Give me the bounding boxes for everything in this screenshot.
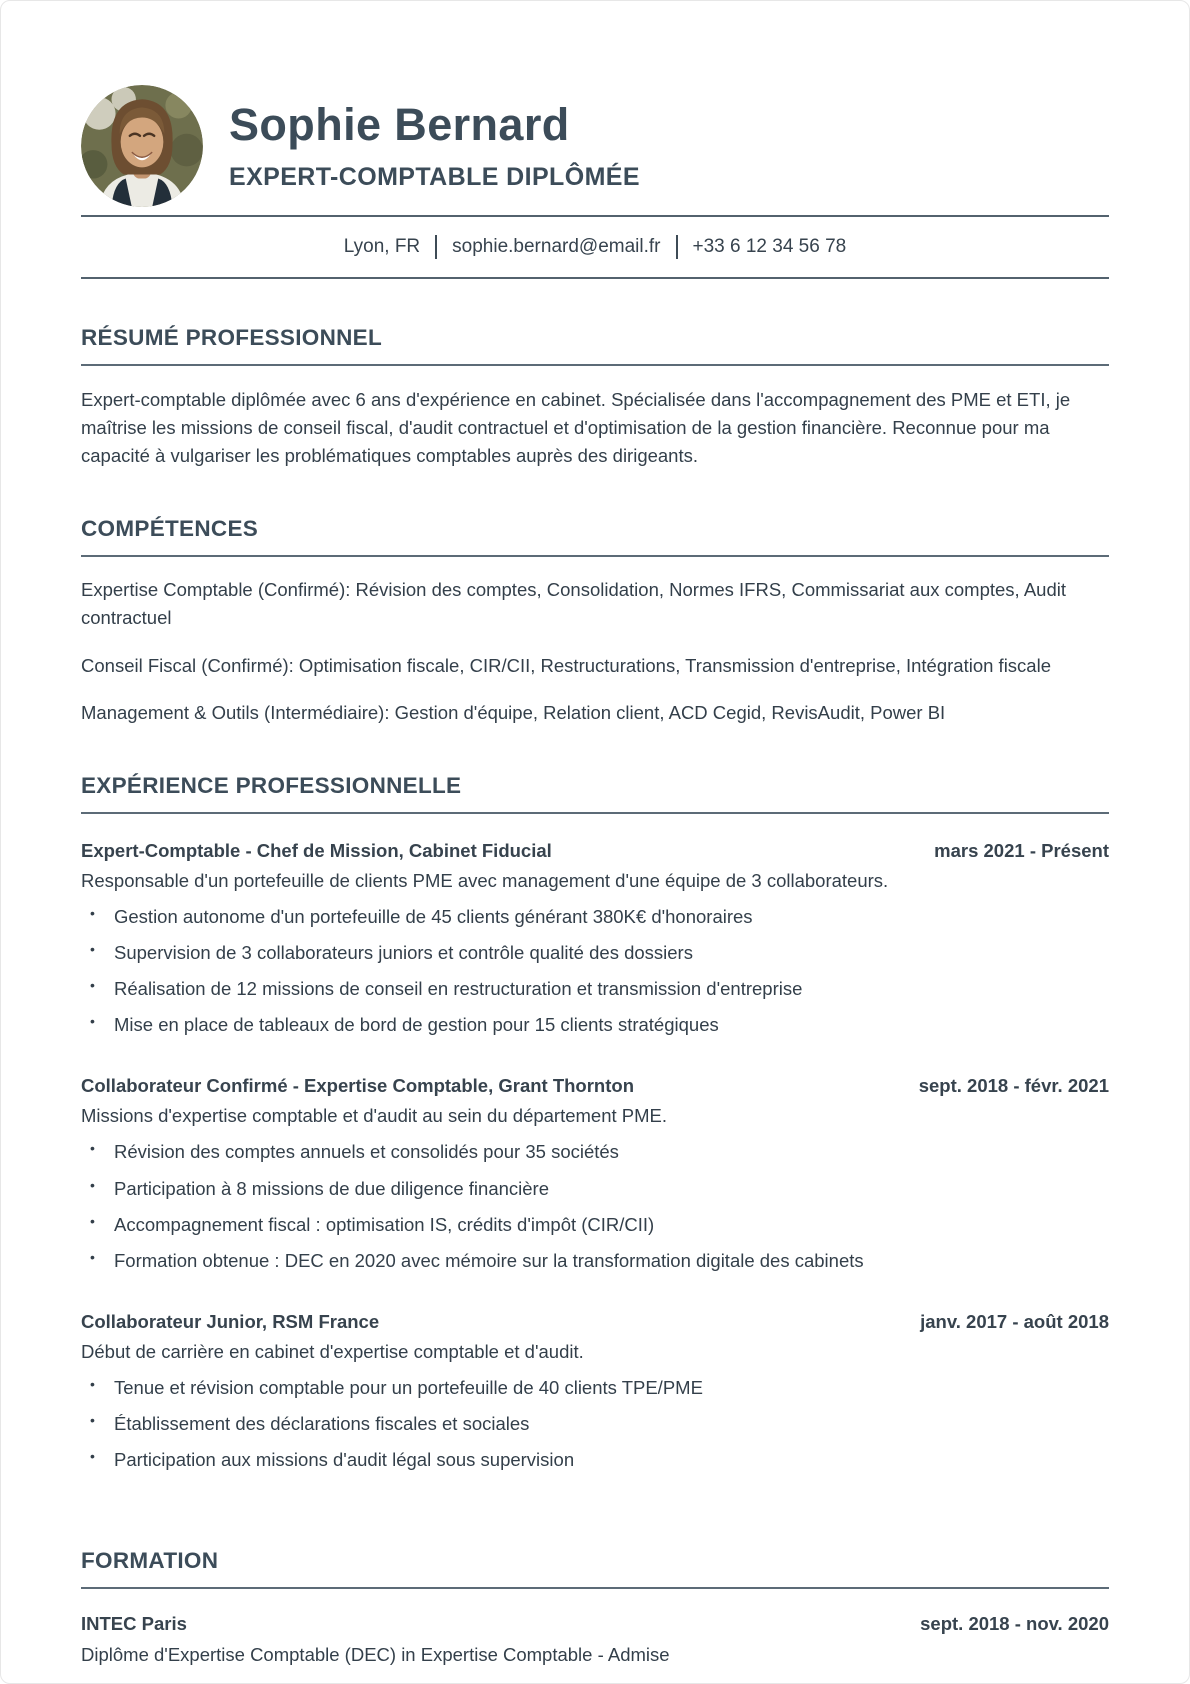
skills-heading: COMPÉTENCES (81, 516, 1109, 557)
bullet-item (90, 1138, 1109, 1166)
bullet-item (90, 975, 1109, 1003)
bullet-icon: • (90, 904, 95, 921)
bullet-item (90, 1410, 1109, 1438)
bullet-text: Participation à 8 missions de due diligence financière (114, 1177, 550, 1199)
profile-photo-graphic (81, 85, 203, 207)
skill-item: Management & Outils (Intermédiaire): Gestion d'équipe, Relation client, ACD Cegid, RevisAudit, Power BI (81, 701, 946, 723)
bullet-icon: • (90, 1375, 95, 1392)
bullet-icon: • (90, 1140, 95, 1157)
job-title: Collaborateur Junior, RSM France (81, 1310, 380, 1332)
bullet-icon: • (90, 1013, 95, 1030)
job-description: Début de carrière en cabinet d'expertise comptable et d'audit. (81, 1340, 584, 1362)
header-text (229, 100, 640, 192)
job-header (81, 1311, 1109, 1333)
contact-location: Lyon, FR (343, 236, 421, 257)
bullet-item (90, 1011, 1109, 1039)
bullet-text: Révision des comptes annuels et consolidés pour 35 sociétés (114, 1141, 619, 1163)
candidate-name: Sophie Bernard (229, 99, 570, 151)
job-description: Missions d'expertise comptable et d'audit au sein du département PME. (81, 1105, 668, 1127)
bullet-text: Établissement des déclarations fiscales et sociales (114, 1413, 530, 1435)
education-heading: FORMATION (81, 1548, 1109, 1589)
summary-heading: RÉSUMÉ PROFESSIONNEL (81, 325, 1109, 366)
bullet-text: Accompagnement fiscal : optimisation IS, crédits d'impôt (CIR/CII) (114, 1213, 655, 1235)
bullet-item (90, 903, 1109, 931)
skill-item: Conseil Fiscal (Confirmé): Optimisation fiscale, CIR/CII, Restructurations, Transmission d'entreprise, Intégration fiscale (81, 654, 1051, 676)
job-entry (81, 1311, 1109, 1474)
bullet-item (90, 939, 1109, 967)
job-dates: mars 2021 - Présent (934, 839, 1109, 861)
header-divider-bottom (81, 277, 1109, 279)
job-description: Responsable d'un portefeuille de clients PME avec management d'une équipe de 3 collaborateurs. (81, 869, 889, 891)
bullet-text: Formation obtenue : DEC en 2020 avec mémoire sur la transformation digitale des cabinets (114, 1249, 864, 1271)
job-title: Collaborateur Confirmé - Expertise Comptable, Grant Thornton (81, 1075, 634, 1097)
education-dates: sept. 2018 - nov. 2020 (920, 1613, 1109, 1635)
bullet-item (90, 1374, 1109, 1402)
job-header (81, 840, 1109, 862)
bullet-icon: • (90, 1176, 95, 1193)
contact-bar (81, 217, 1109, 277)
job-dates: sept. 2018 - févr. 2021 (918, 1075, 1109, 1097)
experience-heading: EXPÉRIENCE PROFESSIONNELLE (81, 773, 1109, 814)
bullet-text: Tenue et révision comptable pour un portefeuille de 40 clients TPE/PME (114, 1376, 703, 1398)
education-entry-header (81, 1613, 1109, 1635)
bullet-icon: • (90, 977, 95, 994)
section-skills (81, 516, 1109, 726)
education-degree: Diplôme d'Expertise Comptable (DEC) in Expertise Comptable - Admise (81, 1644, 670, 1666)
job-title: Expert-Comptable - Chef de Mission, Cabinet Fiducial (81, 839, 552, 861)
section-education (81, 1548, 1109, 1669)
bullet-text: Réalisation de 12 missions de conseil en restructuration et transmission d'entreprise (114, 978, 803, 1000)
section-summary (81, 325, 1109, 470)
bullet-item (90, 1175, 1109, 1203)
bullet-item (90, 1247, 1109, 1275)
bullet-text: Participation aux missions d'audit légal sous supervision (114, 1449, 575, 1471)
skill-item: Expertise Comptable (Confirmé): Révision des comptes, Consolidation, Normes IFRS, Commissariat aux comptes, Audit contractuel (81, 579, 1066, 629)
bullet-icon: • (90, 940, 95, 957)
school-name: INTEC Paris (81, 1613, 187, 1635)
resume-header (81, 85, 1109, 207)
bullet-text: Supervision de 3 collaborateurs juniors et contrôle qualité des dossiers (114, 941, 693, 963)
job-bullets (81, 903, 1109, 1039)
job-bullets (81, 1138, 1109, 1274)
job-entry (81, 840, 1109, 1040)
bullet-icon: • (90, 1412, 95, 1429)
candidate-job-title: EXPERT-COMPTABLE DIPLÔMÉE (229, 162, 640, 191)
bullet-item (90, 1211, 1109, 1239)
job-entry (81, 1075, 1109, 1275)
profile-photo (81, 85, 203, 207)
bullet-icon: • (90, 1212, 95, 1229)
job-dates: janv. 2017 - août 2018 (920, 1310, 1109, 1332)
contact-email: sophie.bernard@email.fr (435, 235, 675, 259)
section-experience (81, 773, 1109, 1475)
bullet-text: Mise en place de tableaux de bord de gestion pour 15 clients stratégiques (114, 1014, 719, 1036)
bullet-text: Gestion autonome d'un portefeuille de 45 clients générant 380K€ d'honoraires (114, 905, 753, 927)
job-header (81, 1075, 1109, 1097)
bullet-item (90, 1446, 1109, 1474)
contact-phone: +33 6 12 34 56 78 (676, 235, 862, 259)
bullet-icon: • (90, 1448, 95, 1465)
job-bullets (81, 1374, 1109, 1474)
summary-text: Expert-comptable diplômée avec 6 ans d'expérience en cabinet. Spécialisée dans l'accompagnement des PME et ETI, je maîtrise les missions de conseil fiscal, d'audit contractuel et d'optimisation de la gestion financière. Reconnue pour ma capacité à vulgariser les problématiques comptables auprès des dirigeants. (81, 389, 1071, 467)
bullet-icon: • (90, 1248, 95, 1265)
